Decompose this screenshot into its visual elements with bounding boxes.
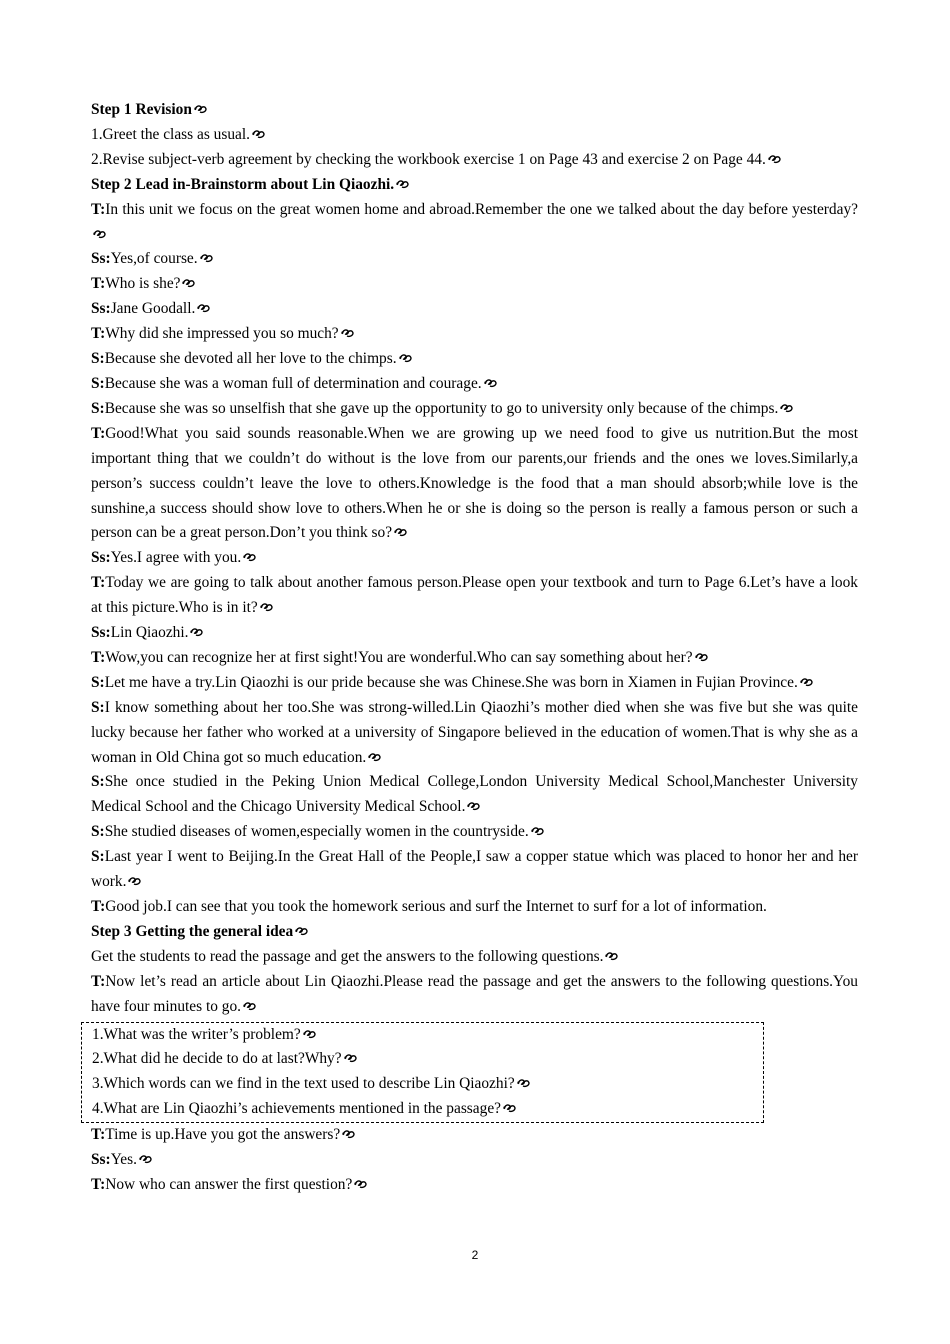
instruction-line bbox=[91, 148, 858, 173]
dialog-line bbox=[91, 372, 858, 397]
line-text: Good job.I can see that you took the homework serious and surf the Internet to surf for a lot of information. bbox=[105, 898, 767, 915]
paragraph-mark-icon bbox=[138, 1154, 154, 1165]
line-text: Step 1 Revision bbox=[91, 101, 192, 118]
line-text: Last year I went to Beijing.In the Great Hall of the People,I saw a copper statue which was placed to honor her and her work. bbox=[91, 848, 858, 891]
line-text: Lin Qiaozhi. bbox=[110, 624, 189, 642]
paragraph-mark-icon bbox=[799, 677, 815, 688]
line-text: She studied diseases of women,especially women in the countryside. bbox=[104, 823, 529, 841]
speaker-label: S: bbox=[91, 698, 105, 716]
speaker-label: T: bbox=[91, 325, 106, 343]
speaker-label: Ss: bbox=[91, 250, 111, 268]
paragraph-mark-icon bbox=[516, 1078, 532, 1089]
dialog-line bbox=[91, 696, 858, 771]
question-item bbox=[92, 1047, 763, 1072]
paragraph-mark-icon bbox=[395, 179, 411, 190]
dialog-line bbox=[91, 646, 858, 671]
dialog-line bbox=[91, 247, 858, 272]
step-heading bbox=[91, 98, 858, 123]
paragraph-mark-icon bbox=[259, 602, 275, 613]
dialog-line bbox=[91, 322, 858, 347]
paragraph-mark-icon bbox=[393, 527, 409, 538]
dialog-line bbox=[91, 671, 858, 696]
dialog-line bbox=[91, 198, 858, 248]
speaker-label: S: bbox=[91, 374, 105, 392]
paragraph-mark-icon bbox=[353, 1179, 369, 1190]
dialog-line bbox=[91, 1173, 858, 1198]
question-text: 4.What are Lin Qiaozhi’s achievements mentioned in the passage? bbox=[92, 1100, 501, 1118]
paragraph-mark-icon bbox=[251, 129, 267, 140]
paragraph-mark-icon bbox=[341, 1129, 357, 1140]
speaker-label: T: bbox=[91, 275, 106, 293]
paragraph-mark-icon bbox=[92, 229, 108, 240]
speaker-label: T: bbox=[91, 574, 106, 592]
paragraph-mark-icon bbox=[181, 278, 197, 289]
dialog-line bbox=[91, 422, 858, 547]
document-body bbox=[91, 98, 858, 1198]
speaker-label: T: bbox=[91, 1126, 106, 1144]
paragraph-mark-icon bbox=[193, 104, 209, 115]
speaker-label: T: bbox=[91, 648, 106, 666]
speaker-label: Ss: bbox=[91, 624, 111, 642]
dialog-line bbox=[91, 895, 858, 920]
dialog-line bbox=[91, 571, 858, 621]
dialog-line bbox=[91, 820, 858, 845]
paragraph-mark-icon bbox=[367, 752, 383, 763]
line-text: I know something about her too.She was strong-willed.Lin Qiaozhi’s mother died when she was five but she was quite lucky because her father who worked at a university of Singapore believed in the education of women.That is why she as a woman in Old China got so much education. bbox=[91, 698, 858, 766]
line-text: Good!What you said sounds reasonable.When we are growing up we need food to give us nutrition.But the most important thing that we couldn’t do without is the love from our parents,our friends and the ones we loves.Similarly,a person’s success couldn’t leave the love to others.Knowledge is the food that a man should absorb;while love is the sunshine,a success should show love to others.When he or she is doing so the person is really a famous person or such a person can be a great person.Don’t you think so? bbox=[91, 424, 858, 542]
line-text: Jane Goodall. bbox=[110, 300, 196, 318]
paragraph-mark-icon bbox=[767, 154, 783, 165]
line-text: 1.Greet the class as usual. bbox=[91, 125, 250, 143]
line-text: Yes,of course. bbox=[110, 250, 198, 268]
page-number: 2 bbox=[471, 1248, 479, 1262]
dialog-line bbox=[91, 397, 858, 422]
paragraph-mark-icon bbox=[294, 926, 310, 937]
paragraph-mark-icon bbox=[604, 951, 620, 962]
question-text: 1.What was the writer’s problem? bbox=[92, 1025, 301, 1043]
speaker-label: S: bbox=[91, 773, 105, 791]
speaker-label: T: bbox=[91, 898, 106, 915]
question-item bbox=[92, 1023, 763, 1048]
paragraph-mark-icon bbox=[779, 403, 795, 414]
paragraph-mark-icon bbox=[242, 552, 258, 563]
instruction-line bbox=[91, 945, 858, 970]
dialog-line bbox=[91, 347, 858, 372]
line-text: Because she was a woman full of determination and courage. bbox=[104, 374, 482, 392]
paragraph-mark-icon bbox=[466, 801, 482, 812]
line-text: Yes. bbox=[110, 1151, 137, 1169]
paragraph-mark-icon bbox=[189, 627, 205, 638]
line-text: Step 2 Lead in-Brainstorm about Lin Qiaozhi. bbox=[91, 175, 395, 193]
dialog-line bbox=[91, 1148, 858, 1173]
paragraph-mark-icon bbox=[127, 876, 143, 887]
line-text: Who is she? bbox=[105, 275, 181, 293]
dialog-line bbox=[91, 621, 858, 646]
step-heading bbox=[91, 920, 858, 945]
line-text: Why did she impressed you so much? bbox=[105, 325, 339, 343]
paragraph-mark-icon bbox=[502, 1103, 518, 1114]
speaker-label: T: bbox=[91, 1175, 106, 1193]
line-text: Now who can answer the first question? bbox=[105, 1175, 353, 1193]
speaker-label: T: bbox=[91, 200, 106, 218]
line-text: Let me have a try.Lin Qiaozhi is our pride because she was Chinese.She was born in Xiamen in Fujian Province. bbox=[104, 673, 798, 691]
speaker-label: S: bbox=[91, 399, 105, 417]
line-text: Get the students to read the passage and get the answers to the following questions. bbox=[91, 947, 604, 965]
line-text: Step 3 Getting the general idea bbox=[91, 922, 294, 940]
line-text: Yes.I agree with you. bbox=[110, 549, 242, 567]
paragraph-mark-icon bbox=[483, 378, 499, 389]
line-text: 2.Revise subject-verb agreement by checking the workbook exercise 1 on Page 43 and exercise 2 on Page 44. bbox=[91, 150, 766, 168]
line-text: Because she devoted all her love to the chimps. bbox=[104, 350, 397, 368]
paragraph-mark-icon bbox=[196, 303, 212, 314]
line-text: Time is up.Have you got the answers? bbox=[105, 1126, 341, 1144]
dialog-line bbox=[91, 1123, 858, 1148]
dialog-line bbox=[91, 970, 858, 1020]
paragraph-mark-icon bbox=[199, 253, 215, 264]
paragraph-mark-icon bbox=[398, 353, 414, 364]
line-text: Now let’s read an article about Lin Qiaozhi.Please read the passage and get the answers to the following questions.You have four minutes to go. bbox=[91, 972, 858, 1015]
speaker-label: T: bbox=[91, 424, 106, 442]
line-text: Because she was so unselfish that she gave up the opportunity to go to university only because of the chimps. bbox=[104, 399, 779, 417]
line-text: In this unit we focus on the great women home and abroad.Remember the one we talked about the day before yesterday? bbox=[105, 200, 858, 218]
dialog-line bbox=[91, 272, 858, 297]
question-item bbox=[92, 1072, 763, 1097]
question-text: 3.Which words can we find in the text used to describe Lin Qiaozhi? bbox=[92, 1075, 515, 1093]
speaker-label: S: bbox=[91, 350, 105, 368]
dialog-line bbox=[91, 845, 858, 895]
paragraph-mark-icon bbox=[694, 652, 710, 663]
speaker-label: S: bbox=[91, 823, 105, 841]
step-heading bbox=[91, 173, 858, 198]
speaker-label: S: bbox=[91, 848, 105, 866]
paragraph-mark-icon bbox=[343, 1053, 359, 1064]
speaker-label: Ss: bbox=[91, 1151, 111, 1169]
dialog-line bbox=[91, 770, 858, 820]
speaker-label: Ss: bbox=[91, 549, 111, 567]
paragraph-mark-icon bbox=[302, 1029, 318, 1040]
paragraph-mark-icon bbox=[242, 1001, 258, 1012]
speaker-label: Ss: bbox=[91, 300, 111, 318]
instruction-line bbox=[91, 123, 858, 148]
paragraph-mark-icon bbox=[340, 328, 356, 339]
line-text: Today we are going to talk about another famous person.Please open your textbook and turn to Page 6.Let’s have a look at this picture.Who is in it? bbox=[91, 574, 858, 617]
line-text: She once studied in the Peking Union Medical College,London University Medical School,Manchester University Medical School and the Chicago University Medical School. bbox=[91, 773, 858, 816]
speaker-label: T: bbox=[91, 972, 106, 990]
line-text: Wow,you can recognize her at first sight!You are wonderful.Who can say something about her? bbox=[105, 648, 693, 666]
paragraph-mark-icon bbox=[530, 826, 546, 837]
questions-box bbox=[81, 1022, 764, 1124]
dialog-line bbox=[91, 546, 858, 571]
dialog-line bbox=[91, 297, 858, 322]
question-item bbox=[92, 1097, 763, 1122]
speaker-label: S: bbox=[91, 673, 105, 691]
question-text: 2.What did he decide to do at last?Why? bbox=[92, 1050, 342, 1068]
